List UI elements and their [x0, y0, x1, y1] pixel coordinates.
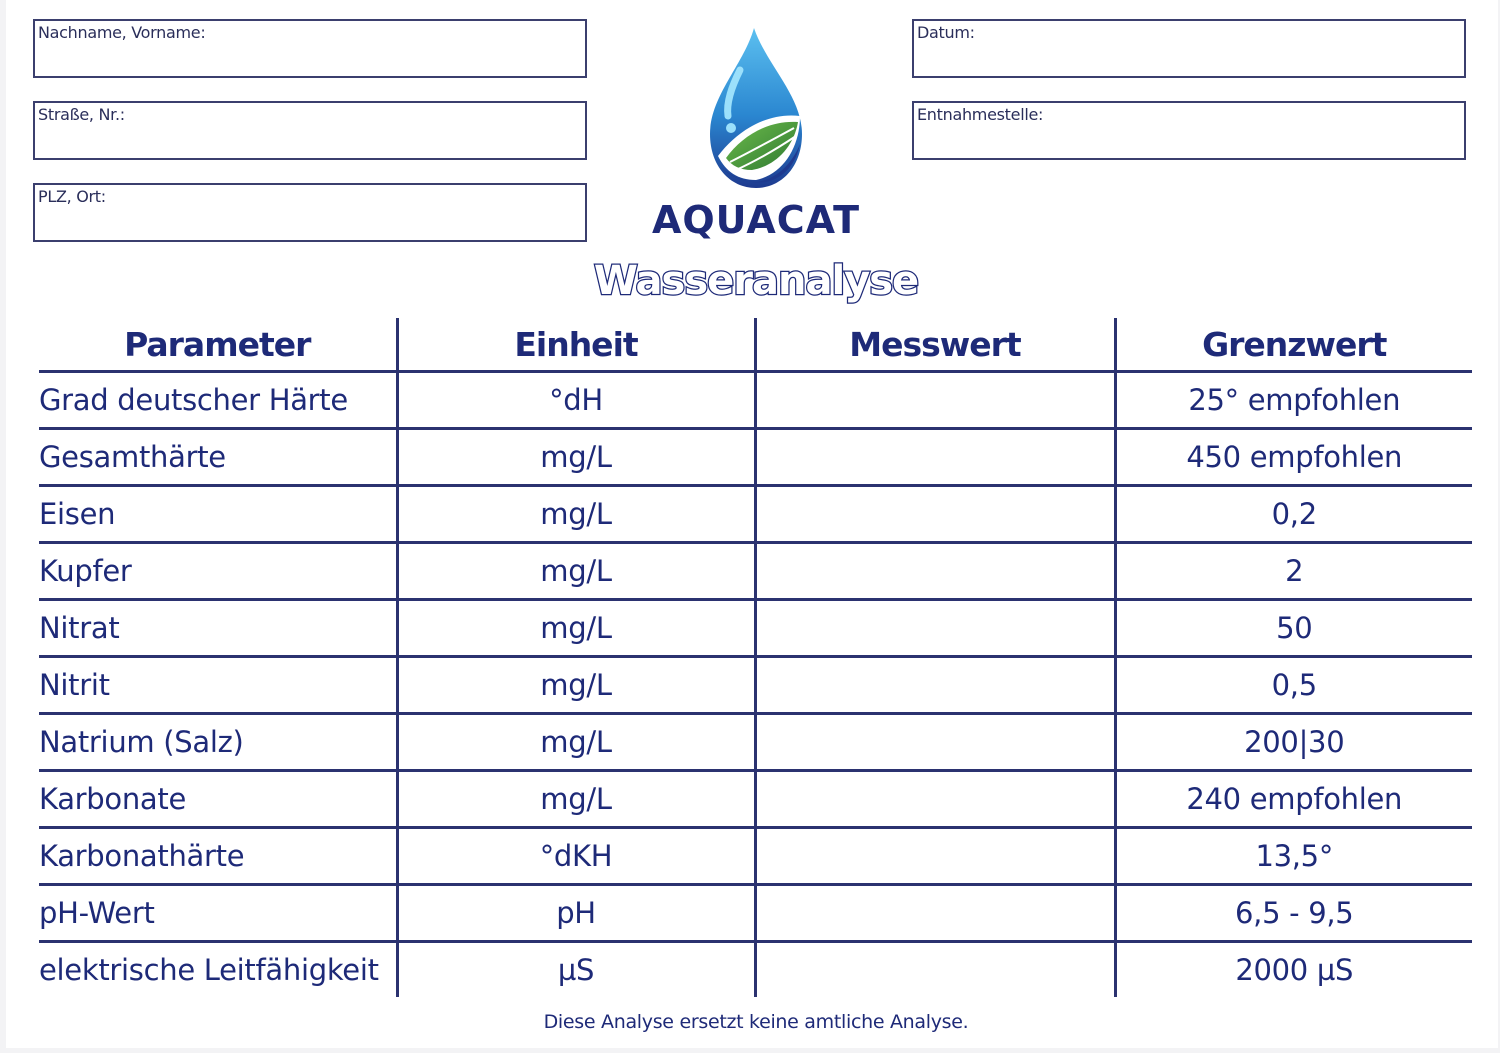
table-row: [39, 486, 1472, 543]
column-header-measured: Messwert: [755, 318, 1115, 372]
measured-cell[interactable]: [755, 942, 1115, 998]
measured-cell[interactable]: [755, 828, 1115, 885]
limit-cell: 2: [1115, 543, 1472, 600]
document-title-text: Wasseranalyse: [593, 258, 919, 304]
measured-input[interactable]: [757, 543, 1118, 599]
unit-cell: mg/L: [397, 429, 755, 486]
zip-city-field[interactable]: [33, 183, 587, 242]
parameter-cell: pH-Wert: [39, 885, 397, 942]
measured-cell[interactable]: [755, 771, 1115, 828]
measured-cell[interactable]: [755, 714, 1115, 771]
measured-input[interactable]: [757, 885, 1118, 941]
date-field-label: Datum:: [917, 23, 975, 42]
table-row: [39, 429, 1472, 486]
unit-cell: pH: [397, 885, 755, 942]
limit-cell: 0,5: [1115, 657, 1472, 714]
zip-city-field-label: PLZ, Ort:: [38, 187, 106, 206]
unit-cell: °dKH: [397, 828, 755, 885]
measured-cell[interactable]: [755, 543, 1115, 600]
sampling-point-field[interactable]: [912, 101, 1466, 160]
measured-input[interactable]: [757, 942, 1118, 998]
unit-cell: mg/L: [397, 486, 755, 543]
table-row: [39, 600, 1472, 657]
sampling-point-input[interactable]: [917, 126, 1458, 154]
measured-input[interactable]: [757, 429, 1118, 485]
unit-cell: mg/L: [397, 714, 755, 771]
analysis-table: [39, 318, 1472, 997]
measured-cell[interactable]: [755, 486, 1115, 543]
limit-cell: 240 empfohlen: [1115, 771, 1472, 828]
parameter-cell: Grad deutscher Härte: [39, 372, 397, 429]
analysis-sheet: [6, 0, 1498, 1048]
street-field[interactable]: [33, 101, 587, 160]
table-header-row: [39, 318, 1472, 372]
measured-input[interactable]: [757, 486, 1118, 542]
measured-input[interactable]: [757, 372, 1118, 428]
table-row: [39, 657, 1472, 714]
measured-input[interactable]: [757, 600, 1118, 656]
name-field-label: Nachname, Vorname:: [38, 23, 206, 42]
column-header-limit: Grenzwert: [1115, 318, 1472, 372]
date-input[interactable]: [917, 44, 1458, 72]
brand-name: AQUACAT: [651, 198, 861, 242]
zip-city-input[interactable]: [38, 208, 579, 236]
limit-cell: 450 empfohlen: [1115, 429, 1472, 486]
street-field-label: Straße, Nr.:: [38, 105, 125, 124]
measured-cell[interactable]: [755, 372, 1115, 429]
parameter-cell: elektrische Leitfähigkeit: [39, 953, 379, 987]
limit-cell: 2000 µS: [1115, 942, 1472, 998]
column-header-unit: Einheit: [397, 318, 755, 372]
sampling-point-field-label: Entnahmestelle:: [917, 105, 1044, 124]
unit-cell: mg/L: [397, 600, 755, 657]
measured-input[interactable]: [757, 828, 1118, 884]
parameter-cell: Eisen: [39, 486, 397, 543]
disclaimer-footnote: Diese Analyse ersetzt keine amtliche Analyse.: [543, 1011, 969, 1033]
measured-input[interactable]: [757, 771, 1118, 827]
column-header-parameter: Parameter: [39, 318, 397, 372]
document-title: [566, 258, 946, 304]
table-row: [39, 885, 1472, 942]
measured-cell[interactable]: [755, 429, 1115, 486]
parameter-cell: Karbonate: [39, 771, 397, 828]
parameter-cell: Natrium (Salz): [39, 714, 397, 771]
name-input[interactable]: [38, 44, 579, 72]
limit-cell: 50: [1115, 600, 1472, 657]
measured-cell[interactable]: [755, 600, 1115, 657]
limit-cell: 0,2: [1115, 486, 1472, 543]
table-row: [39, 714, 1472, 771]
parameter-cell: Kupfer: [39, 543, 397, 600]
parameter-cell: Nitrit: [39, 657, 397, 714]
parameter-cell: Gesamthärte: [39, 429, 397, 486]
table-row: [39, 828, 1472, 885]
table-row: [39, 771, 1472, 828]
measured-cell[interactable]: [755, 885, 1115, 942]
unit-cell: mg/L: [397, 771, 755, 828]
table-row: [39, 372, 1472, 429]
date-field[interactable]: [912, 19, 1466, 78]
limit-cell: 6,5 - 9,5: [1115, 885, 1472, 942]
water-drop-leaf-icon: [696, 24, 816, 194]
parameter-cell: Karbonathärte: [39, 828, 397, 885]
table-row: [39, 942, 1472, 998]
limit-cell: 25° empfohlen: [1115, 372, 1472, 429]
limit-cell: 13,5°: [1115, 828, 1472, 885]
measured-input[interactable]: [757, 714, 1118, 770]
measured-input[interactable]: [757, 657, 1118, 713]
unit-cell: °dH: [397, 372, 755, 429]
unit-cell: µS: [397, 942, 755, 998]
unit-cell: mg/L: [397, 543, 755, 600]
unit-cell: mg/L: [397, 657, 755, 714]
name-field[interactable]: [33, 19, 587, 78]
parameter-cell: Nitrat: [39, 600, 397, 657]
measured-cell[interactable]: [755, 657, 1115, 714]
table-row: [39, 543, 1472, 600]
limit-cell: 200|30: [1115, 714, 1472, 771]
street-input[interactable]: [38, 126, 579, 154]
